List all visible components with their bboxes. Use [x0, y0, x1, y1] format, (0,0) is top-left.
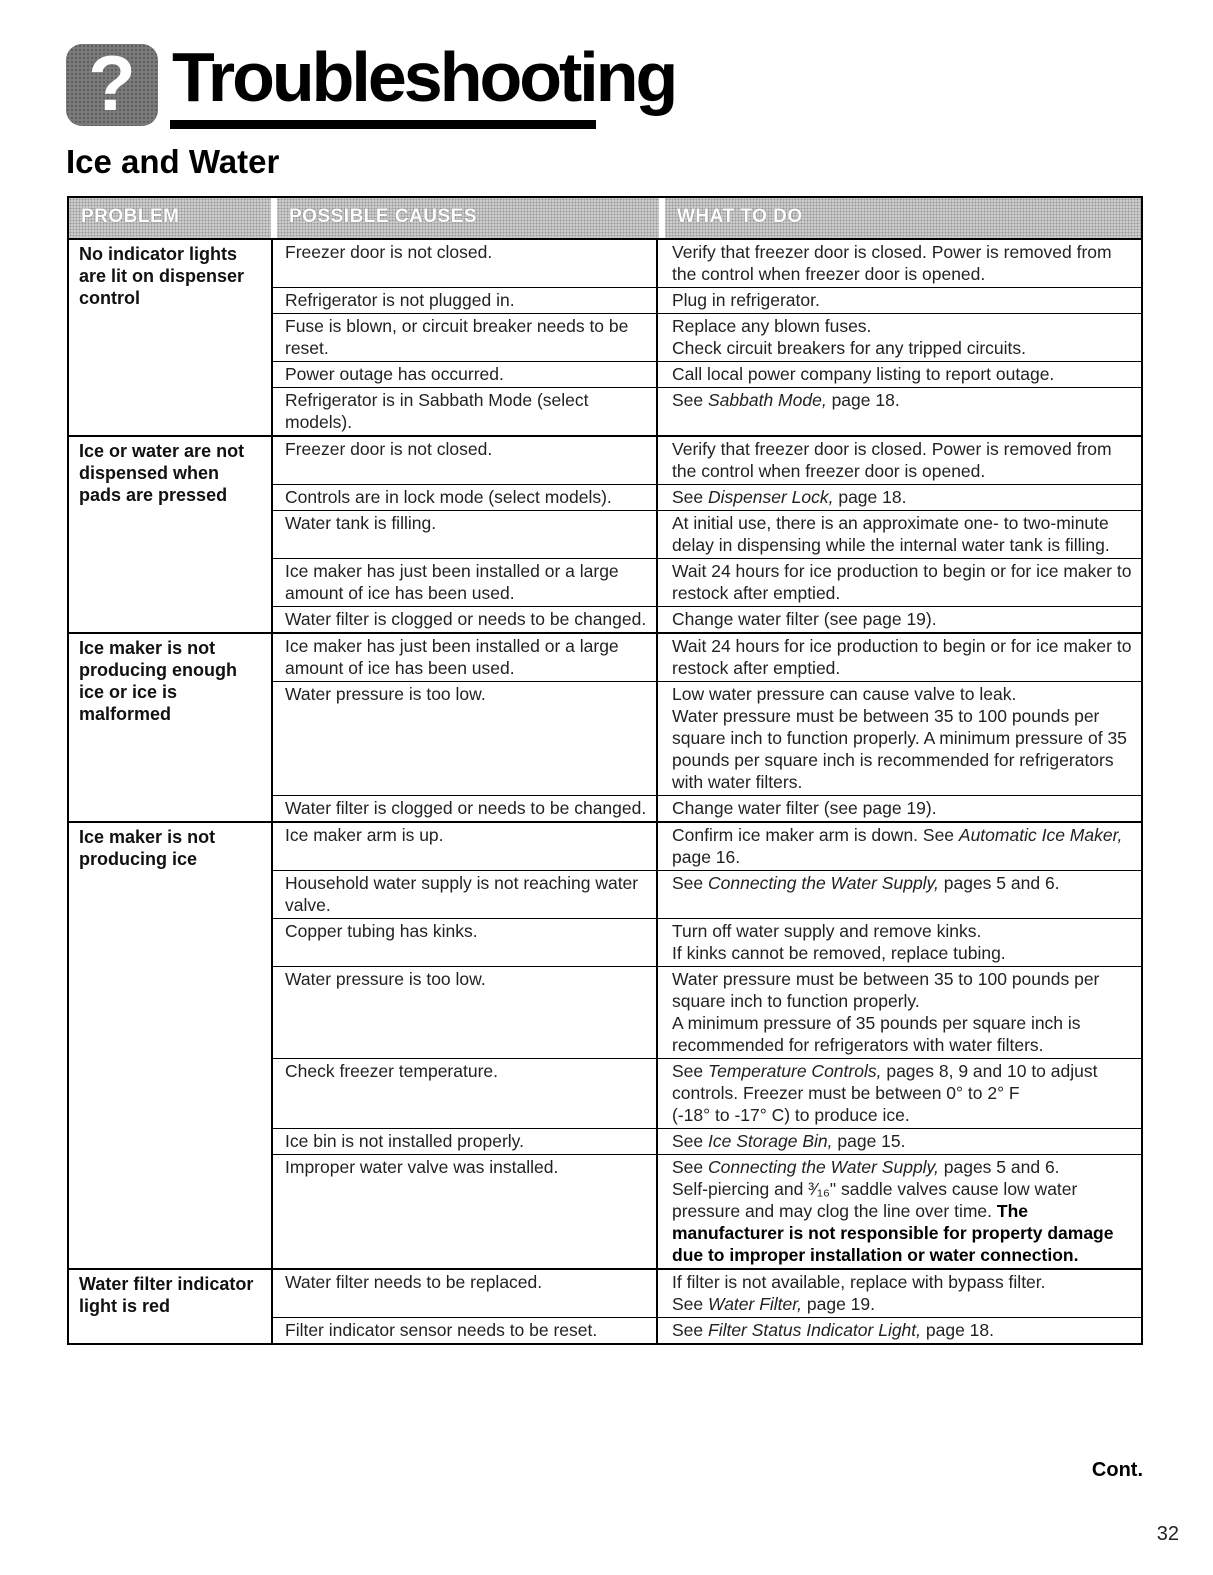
- cause-cell: Copper tubing has kinks.: [273, 919, 658, 966]
- todo-text-part: Ice Storage Bin,: [708, 1131, 833, 1151]
- todo-cell: [658, 823, 1141, 870]
- todo-text-part: See: [672, 390, 708, 410]
- todo-cell: [658, 388, 1141, 435]
- cause-cell: Refrigerator is in Sabbath Mode (select models).: [273, 388, 658, 435]
- todo-text-part: Temperature Controls,: [708, 1061, 882, 1081]
- cause-cell: Improper water valve was installed.: [273, 1155, 658, 1268]
- todo-text-part: See: [672, 1320, 708, 1340]
- table-row: [273, 485, 1141, 511]
- problem-cell: Ice maker is not producing ice: [69, 823, 273, 1268]
- todo-cell: Wait 24 hours for ice production to begin or for ice maker to restock after emptied.: [672, 636, 1132, 678]
- todo-cell: Replace any blown fuses. Check circuit breakers for any tripped circuits.: [672, 316, 1027, 358]
- todo-cell: Water pressure must be between 35 to 100 pounds per square inch to function properly. A minimum pressure of 35 pounds per square inch is recommended for refrigerators with water filters.: [672, 969, 1100, 1055]
- problem-cell: Water filter indicator light is red: [69, 1270, 273, 1343]
- todo-cell: [658, 1155, 1141, 1268]
- cause-cell: Ice maker has just been installed or a large amount of ice has been used.: [273, 634, 658, 681]
- cause-cell: Water filter is clogged or needs to be changed.: [273, 796, 658, 821]
- cause-cell: Ice maker has just been installed or a large amount of ice has been used.: [273, 559, 658, 606]
- problem-cell: Ice or water are not dispensed when pads are pressed: [69, 437, 273, 632]
- table-row: [273, 634, 1141, 682]
- todo-cell: [658, 1318, 1141, 1343]
- todo-text-part: Connecting the Water Supply,: [708, 873, 939, 893]
- cause-cell: Fuse is blown, or circuit breaker needs to be reset.: [273, 314, 658, 361]
- cause-cell: Water pressure is too low.: [273, 967, 658, 1058]
- todo-text-part: Filter Status Indicator Light,: [708, 1320, 922, 1340]
- todo-text-part: Dispenser Lock,: [708, 487, 834, 507]
- todo-cell: Change water filter (see page 19).: [672, 609, 937, 629]
- page-header: [66, 22, 676, 132]
- problem-group: [69, 240, 1141, 437]
- todo-text-part: Connecting the Water Supply,: [708, 1157, 939, 1177]
- table-row: [273, 1270, 1141, 1318]
- todo-text-part: See: [672, 1061, 708, 1081]
- table-row: [273, 967, 1141, 1059]
- todo-cell: [658, 485, 1141, 510]
- cause-cell: Water tank is filling.: [273, 511, 658, 558]
- cause-cell: Freezer door is not closed.: [273, 437, 658, 484]
- todo-text-part: See: [672, 1131, 708, 1151]
- problem-group: [69, 1270, 1141, 1343]
- problem-cell: Ice maker is not producing enough ice or ice is malformed: [69, 634, 273, 821]
- question-mark-glyph: ?: [88, 39, 136, 127]
- table-row: [273, 1318, 1141, 1343]
- table-row: [273, 682, 1141, 796]
- table-row: [273, 919, 1141, 967]
- todo-cell: [658, 1059, 1141, 1128]
- todo-text-part: page 19.: [802, 1294, 875, 1314]
- table-row: [273, 607, 1141, 632]
- table-row: [273, 796, 1141, 821]
- cause-cell: Ice maker arm is up.: [273, 823, 658, 870]
- cause-cell: Refrigerator is not plugged in.: [273, 288, 658, 313]
- column-header-problem: PROBLEM: [69, 198, 271, 238]
- table-row: [273, 1059, 1141, 1129]
- page-title: Troubleshooting: [172, 38, 676, 116]
- table-body: [69, 240, 1141, 1343]
- todo-cell: Change water filter (see page 19).: [672, 798, 937, 818]
- todo-text-part: pages 5 and 6. Self-piercing and ³⁄₁₆" saddle valves cause low water pressure and may clog the line over time.: [672, 1157, 1078, 1221]
- problem-group: [69, 823, 1141, 1270]
- todo-text-part: If filter is not available, replace with bypass filter. See: [672, 1272, 1046, 1314]
- cause-cell: Controls are in lock mode (select models).: [273, 485, 658, 510]
- table-row: [273, 511, 1141, 559]
- todo-text-part: page 18.: [826, 390, 900, 410]
- todo-cell: Call local power company listing to report outage.: [672, 364, 1055, 384]
- todo-text-part: See: [672, 1157, 708, 1177]
- cause-cell: Water pressure is too low.: [273, 682, 658, 795]
- todo-cell: Verify that freezer door is closed. Power is removed from the control when freezer door is opened.: [672, 439, 1112, 481]
- todo-text-part: page 16.: [672, 847, 741, 867]
- table-header: [69, 198, 1141, 240]
- table-row: [273, 314, 1141, 362]
- problem-cell: No indicator lights are lit on dispenser control: [69, 240, 273, 435]
- table-row: [273, 362, 1141, 388]
- column-header-todo: WHAT TO DO: [665, 198, 1141, 238]
- continued-label: Cont.: [1091, 1459, 1143, 1481]
- todo-cell: Wait 24 hours for ice production to begin or for ice maker to restock after emptied.: [672, 561, 1132, 603]
- todo-cell: [658, 1129, 1141, 1154]
- table-row: [273, 437, 1141, 485]
- troubleshooting-table: [67, 196, 1143, 1345]
- todo-text-part: pages 5 and 6.: [938, 873, 1060, 893]
- section-title: Ice and Water: [66, 143, 280, 180]
- table-row: [273, 240, 1141, 288]
- todo-text-part: Sabbath Mode,: [708, 390, 827, 410]
- question-mark-icon: [66, 39, 158, 127]
- todo-cell: Low water pressure can cause valve to leak. Water pressure must be between 35 to 100 pounds per square inch to function properly. A minimum pressure of 35 pounds per square inch is recommended for refrigerators with water filters.: [672, 684, 1127, 792]
- todo-text-part: pages 8, 9 and 10 to adjust controls. Freezer must be between 0° to 2° F (-18° to -17° C) to produce ice.: [672, 1061, 1098, 1125]
- todo-cell: Verify that freezer door is closed. Power is removed from the control when freezer door is opened.: [672, 242, 1112, 284]
- cause-cell: Filter indicator sensor needs to be reset.: [273, 1318, 658, 1343]
- table-row: [273, 1129, 1141, 1155]
- todo-text-part: page 18.: [833, 487, 907, 507]
- title-underline: [170, 120, 596, 129]
- column-header-causes: POSSIBLE CAUSES: [277, 198, 659, 238]
- todo-cell: [658, 1270, 1141, 1317]
- page-number: 32: [1156, 1523, 1179, 1545]
- todo-cell: At initial use, there is an approximate one- to two-minute delay in dispensing while the internal water tank is filling.: [672, 513, 1110, 555]
- cause-cell: Power outage has occurred.: [273, 362, 658, 387]
- cause-cell: Check freezer temperature.: [273, 1059, 658, 1128]
- todo-cell: Turn off water supply and remove kinks. If kinks cannot be removed, replace tubing.: [672, 921, 1006, 963]
- todo-text-part: Automatic Ice Maker,: [958, 825, 1123, 845]
- todo-cell: [658, 871, 1141, 918]
- problem-group: [69, 634, 1141, 823]
- todo-text-part: See: [672, 873, 708, 893]
- table-row: [273, 871, 1141, 919]
- todo-text-part: Confirm ice maker arm is down. See: [672, 825, 959, 845]
- todo-text-part: See: [672, 487, 708, 507]
- cause-cell: Ice bin is not installed properly.: [273, 1129, 658, 1154]
- table-row: [273, 823, 1141, 871]
- cause-cell: Water filter needs to be replaced.: [273, 1270, 658, 1317]
- cause-cell: Water filter is clogged or needs to be changed.: [273, 607, 658, 632]
- table-row: [273, 288, 1141, 314]
- cause-cell: Freezer door is not closed.: [273, 240, 658, 287]
- problem-group: [69, 437, 1141, 634]
- table-row: [273, 388, 1141, 435]
- cause-cell: Household water supply is not reaching water valve.: [273, 871, 658, 918]
- todo-text-part: Water Filter,: [708, 1294, 803, 1314]
- todo-text-part: page 18.: [921, 1320, 995, 1340]
- todo-text-part: The manufacturer is not responsible for property damage due to improper installation or water connection.: [672, 1201, 1114, 1265]
- table-row: [273, 1155, 1141, 1268]
- table-row: [273, 559, 1141, 607]
- todo-cell: Plug in refrigerator.: [672, 290, 820, 310]
- todo-text-part: page 15.: [832, 1131, 906, 1151]
